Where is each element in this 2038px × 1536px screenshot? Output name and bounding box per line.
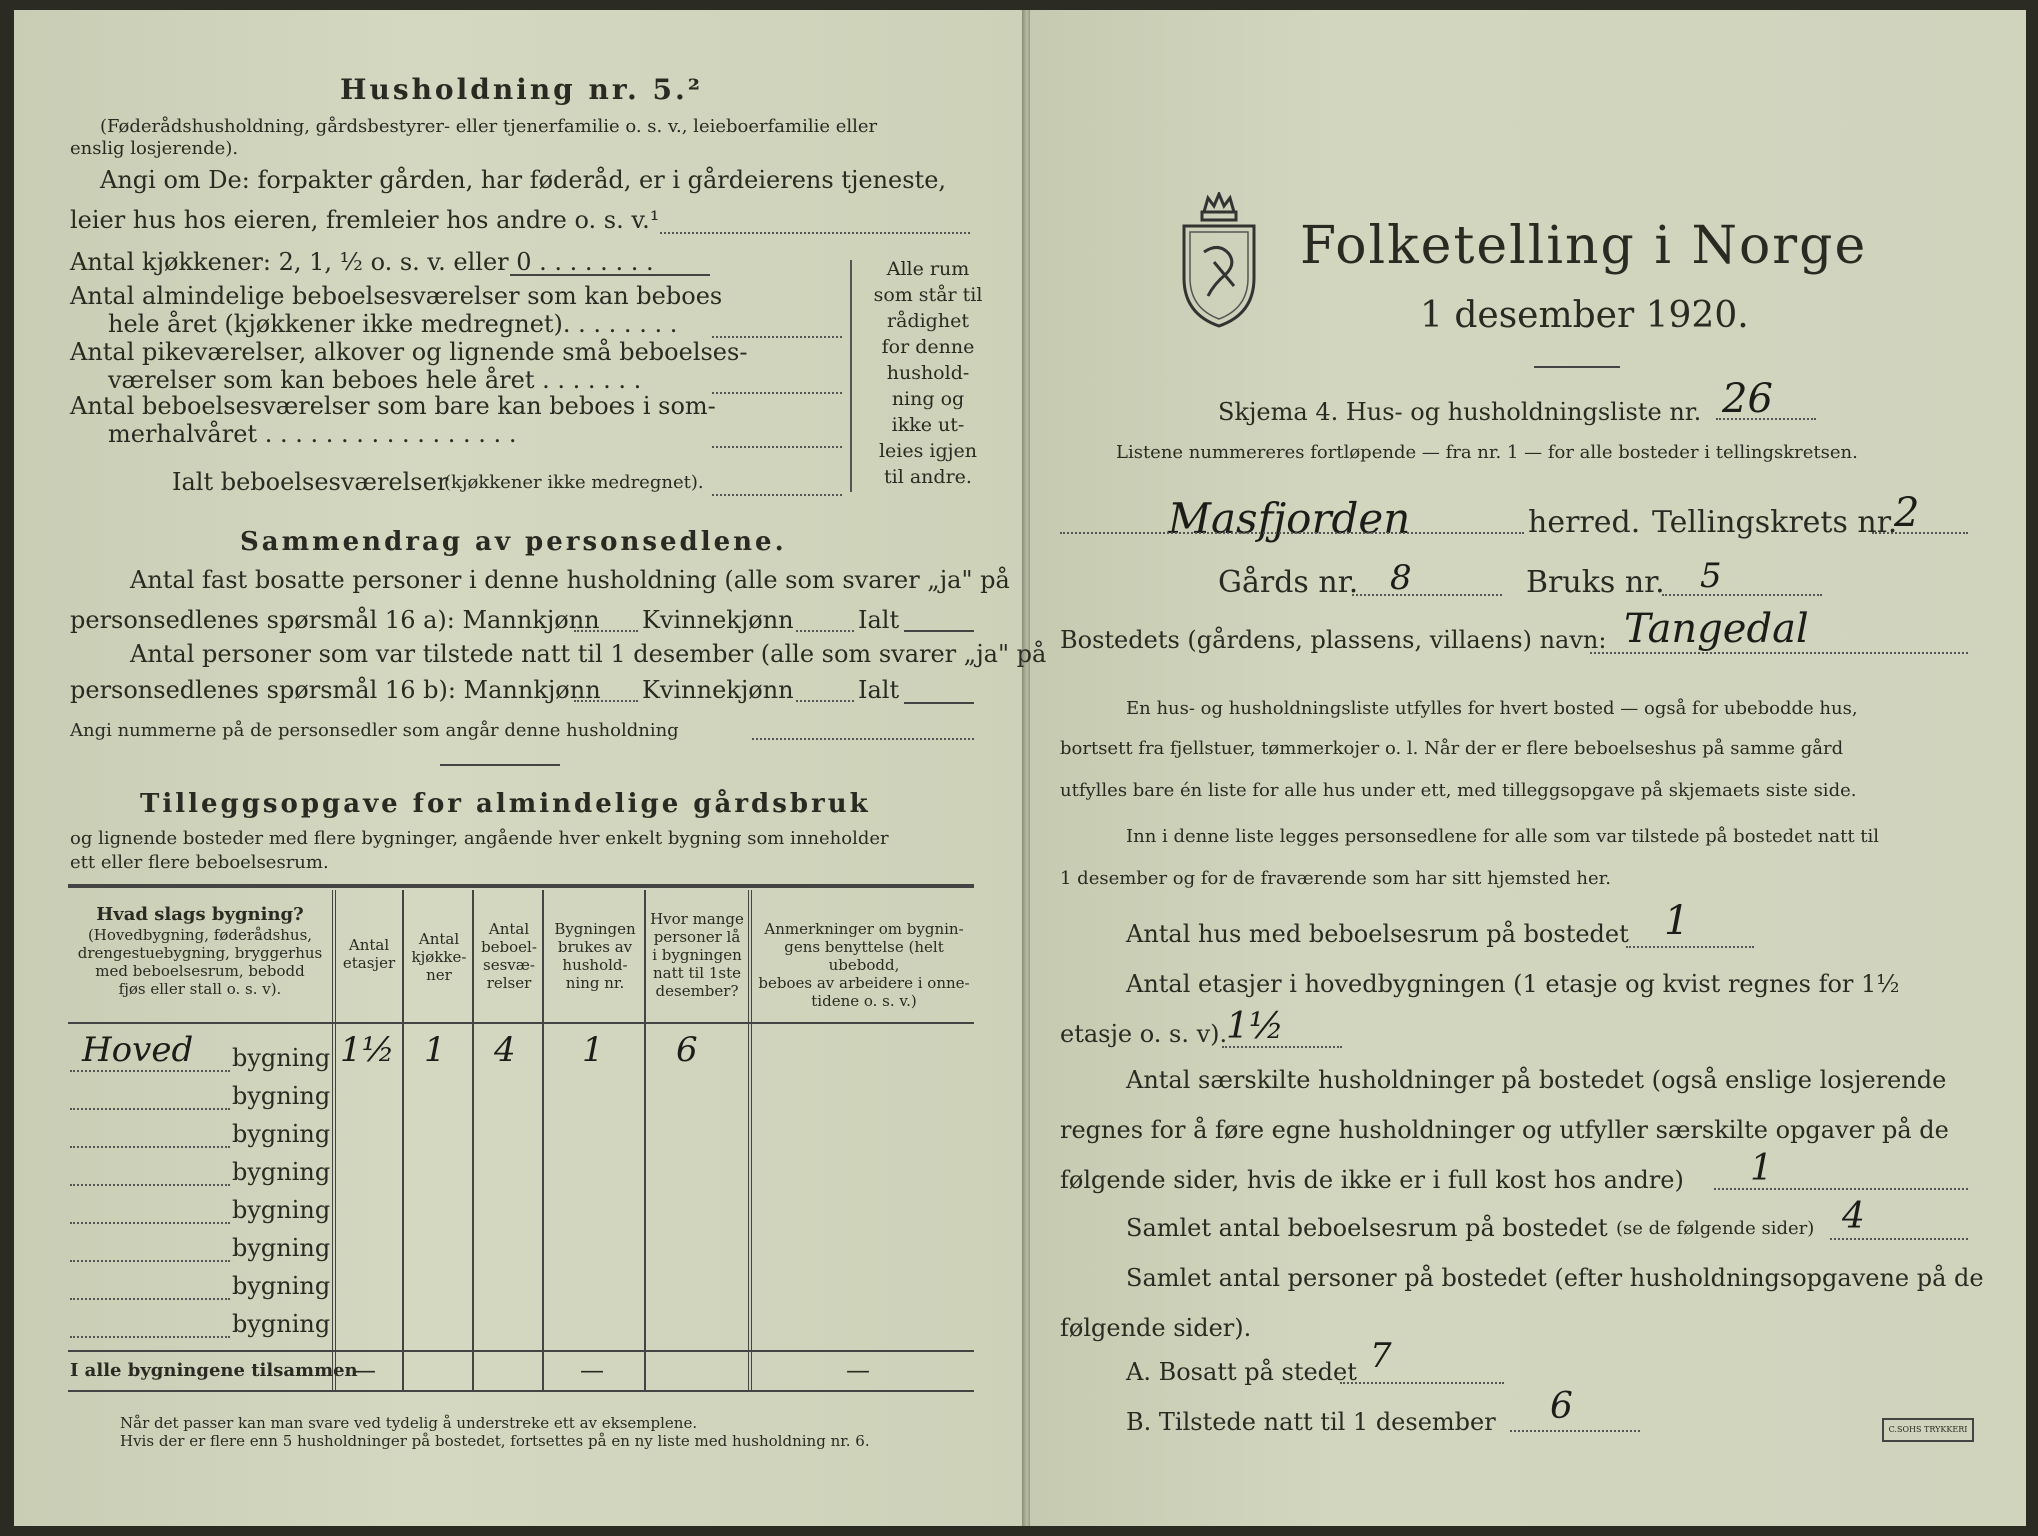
rooms-ordinary: Antal almindelige beboelsesværelser som kan beboes <box>70 282 723 310</box>
extra-line-1: og lignende bosteder med flere bygninger, angående hver enkelt bygning som inneholder <box>70 828 889 849</box>
summary-2b: personsedlenes spørsmål 16 b): Mannkjønn <box>70 676 601 704</box>
listene-note: Listene nummereres fortløpende — fra nr. 1 — for alle bosteder i tellingskretsen. <box>1116 442 1858 463</box>
s2-kvinne: Kvinnekjønn <box>642 676 794 704</box>
angi-line-1: Angi om De: forpakter gården, har føderåd, er i gårdeierens tjeneste, <box>100 166 947 194</box>
bosted-value: Tangedal <box>1624 606 1809 652</box>
angi-nummerne: Angi nummerne på de personsedler som angår denne husholdning <box>70 720 679 741</box>
rooms-summer: Antal beboelsesværelser som bare kan beboes i som- <box>70 392 716 420</box>
gards-value: 8 <box>1390 558 1412 598</box>
total-anm-dash: — <box>846 1356 870 1384</box>
angi-nummerne-line <box>752 738 974 740</box>
q3-value: 1 <box>1750 1148 1773 1189</box>
herred-value: Masfjorden <box>1168 494 1411 543</box>
table-total-label: I alle bygningene tilsammen <box>70 1360 358 1381</box>
ialt-answer-line <box>712 494 842 496</box>
q2-line <box>1222 1046 1342 1048</box>
q1-line <box>1626 946 1754 948</box>
bruks-label: Bruks nr. <box>1526 565 1665 600</box>
household-heading: Husholdning nr. 5.² <box>340 73 704 106</box>
qb-line <box>1510 1430 1640 1432</box>
table-header-husholdning: Bygningen brukes av hushold- ning nr. <box>554 920 636 992</box>
gards-label: Gårds nr. <box>1218 565 1359 600</box>
s2-kvinne-line <box>796 700 854 702</box>
q3-line <box>1714 1188 1968 1190</box>
side-note: Alle rum som står til rådighet for denne hushold- ning og ikke ut- leies igjen til andre. <box>873 258 983 488</box>
row-label-1: bygning <box>232 1044 331 1072</box>
table-header-type: Hvad slags bygning? (Hovedbygning, føderådshus, drengestuebygning, bryggerhus med beboelsesrum, bebodd fjøs eller stall o. s. v). <box>77 904 323 998</box>
extra-line-2: ett eller flere beboelsesrum. <box>70 852 329 873</box>
bruks-line <box>1662 594 1822 596</box>
table-header-etasjer: Antal etasjer <box>342 936 396 972</box>
gards-line <box>1352 594 1502 596</box>
angi-line-2: leier hus hos eieren, fremleier hos andre o. s. v.¹ <box>70 206 660 234</box>
table-header-kjokken: Antal kjøkke- ner <box>411 930 467 984</box>
q5-label-b: følgende sider). <box>1060 1314 1252 1342</box>
s2-ialt-line <box>904 702 974 704</box>
s1-ialt: Ialt <box>858 606 900 634</box>
s1-mann-line <box>574 630 638 632</box>
qa-line <box>1340 1382 1504 1384</box>
skjema-label: Skjema 4. Hus- og husholdningsliste nr. <box>1218 398 1702 426</box>
herred-line <box>1060 532 1524 534</box>
row-line-7 <box>70 1298 230 1300</box>
ordinary-answer-line <box>712 336 842 338</box>
q4-value: 4 <box>1842 1196 1865 1237</box>
title-divider <box>1534 366 1620 368</box>
row-line-4 <box>70 1184 230 1186</box>
norwegian-coat-of-arms-icon <box>1174 192 1264 332</box>
footnote-1: Når det passer kan man svare ved tydelig å understreke ett av eksemplene. <box>120 1414 698 1432</box>
table-col-divider-3 <box>542 890 544 1390</box>
para-5: 1 desember og for de fraværende som har sitt hjemsted her. <box>1060 868 1611 889</box>
s1-kvinne-line <box>796 630 854 632</box>
table-header-anmerkninger: Anmerkninger om bygnin- gens benyttelse (helt ubebodd, beboes av arbeidere i onne- tidene o. s. v.) <box>758 920 970 1010</box>
intro-line-1: (Føderådshusholdning, gårdsbestyrer- eller tjenerfamilie o. s. v., leieboerfamilie eller <box>100 116 878 137</box>
qa-label: A. Bosatt på stedet <box>1126 1358 1357 1386</box>
table-total-rule <box>68 1350 974 1352</box>
s2-ialt: Ialt <box>858 676 900 704</box>
row-line-8 <box>70 1336 230 1338</box>
s2-mann-line <box>574 700 638 702</box>
bruks-value: 5 <box>1700 556 1722 596</box>
total-etasjer-dash: — <box>352 1356 376 1384</box>
row-label-5: bygning <box>232 1196 331 1224</box>
ialt-rooms-note: (kjøkkener ikke medregnet). <box>444 472 704 493</box>
row-line-2 <box>70 1108 230 1110</box>
row-label-2: bygning <box>232 1082 331 1110</box>
intro-line-2: enslig losjerende). <box>70 138 239 159</box>
rooms-ordinary-cont: hele året (kjøkkener ikke medregnet). . . . . . . . <box>108 310 678 338</box>
total-hush-dash: — <box>580 1356 604 1384</box>
row-label-6: bygning <box>232 1234 331 1262</box>
summer-answer-line <box>712 446 842 448</box>
summary-1a: Antal fast bosatte personer i denne husholdning (alle som svarer „ja" på <box>130 566 1010 594</box>
kitchens-answer-line <box>510 274 710 276</box>
qb-label: B. Tilstede natt til 1 desember <box>1126 1408 1496 1436</box>
row1-etasjer: 1½ <box>340 1030 395 1070</box>
q2-value: 1½ <box>1226 1006 1284 1047</box>
table-header-personer: Hvor mange personer lå i bygningen natt til 1ste desember? <box>650 910 744 1000</box>
row-line-6 <box>70 1260 230 1262</box>
row-label-4: bygning <box>232 1158 331 1186</box>
rooms-summer-cont: merhalvåret . . . . . . . . . . . . . . . . . <box>108 420 517 448</box>
bosted-line <box>1590 652 1968 654</box>
skjema-line <box>1716 418 1816 420</box>
rooms-kitchens: Antal kjøkkener: 2, 1, ½ o. s. v. eller 0 . . . . . . . . <box>70 248 654 276</box>
para-1: En hus- og husholdningsliste utfylles for hvert bosted — også for ubebodde hus, <box>1126 698 1858 719</box>
summary-1b: personsedlenes spørsmål 16 a): Mannkjønn <box>70 606 600 634</box>
census-title: Folketelling i Norge <box>1300 216 1868 276</box>
rooms-small: Antal pikeværelser, alkover og lignende små beboelses- <box>70 338 748 366</box>
row-line-5 <box>70 1222 230 1224</box>
row-line-3 <box>70 1146 230 1148</box>
s1-ialt-line <box>904 630 974 632</box>
table-top-rule <box>68 884 974 888</box>
krets-value: 2 <box>1894 490 1920 536</box>
table-col-divider-5 <box>748 890 752 1390</box>
q3-label-a: Antal særskilte husholdninger på bostedet (også enslige losjerende <box>1126 1066 1947 1094</box>
bosted-label: Bostedets (gårdens, plassens, villaens) navn: <box>1060 626 1607 654</box>
para-3: utfylles bare én liste for alle hus under ett, med tilleggsopgave på skjemaets siste side. <box>1060 780 1857 801</box>
row1-vaerelser: 4 <box>494 1030 516 1070</box>
row-label-3: bygning <box>232 1120 331 1148</box>
krets-label: Tellingskrets nr. <box>1652 505 1898 540</box>
q1-label: Antal hus med beboelsesrum på bostedet <box>1126 920 1629 948</box>
qb-value: 6 <box>1550 1386 1573 1427</box>
q5-label-a: Samlet antal personer på bostedet (efter husholdningsopgavene på de <box>1126 1264 1984 1292</box>
census-date: 1 desember 1920. <box>1420 295 1749 336</box>
summary-2a: Antal personer som var tilstede natt til 1 desember (alle som svarer „ja" på <box>130 640 1047 668</box>
skjema-number: 26 <box>1722 376 1773 422</box>
q4-label: Samlet antal beboelsesrum på bostedet <box>1126 1214 1608 1242</box>
side-note-brace <box>850 260 852 492</box>
row1-type-handwritten: Hoved <box>82 1030 194 1070</box>
s1-kvinne: Kvinnekjønn <box>642 606 794 634</box>
table-col-divider-2 <box>472 890 474 1390</box>
row-label-7: bygning <box>232 1272 331 1300</box>
row-label-8: bygning <box>232 1310 331 1338</box>
q4-line <box>1830 1238 1968 1240</box>
q1-value: 1 <box>1664 898 1690 944</box>
small-answer-line <box>712 392 842 394</box>
qa-value: 7 <box>1370 1336 1392 1376</box>
table-col-divider-1 <box>402 890 404 1390</box>
table-header-rule <box>68 1022 974 1024</box>
extra-heading: Tilleggsopgave for almindelige gårdsbruk <box>140 789 871 819</box>
q2-label-a: Antal etasjer i hovedbygningen (1 etasje og kvist regnes for 1½ <box>1126 970 1900 998</box>
row-line-1 <box>70 1070 230 1072</box>
angi-answer-line <box>660 232 970 234</box>
footnote-2: Hvis der er flere enn 5 husholdninger på bostedet, fortsettes på en ny liste med husholdning nr. 6. <box>120 1432 870 1450</box>
krets-line <box>1872 532 1968 534</box>
q4-note: (se de følgende sider) <box>1616 1218 1815 1239</box>
summary-heading: Sammendrag av personsedlene. <box>240 527 787 557</box>
herred-label: herred. <box>1528 505 1641 540</box>
row1-husholdning: 1 <box>582 1030 604 1070</box>
table-header-vaerelser: Antal beboel- sesvæ- relser <box>481 920 537 992</box>
row1-personer: 6 <box>676 1030 698 1070</box>
table-bottom-rule <box>68 1390 974 1392</box>
printer-stamp: C.SOHS TRYKKERI <box>1882 1418 1974 1442</box>
summary-divider <box>440 764 560 766</box>
q2-label-b: etasje o. s. v). <box>1060 1020 1228 1048</box>
q3-label-c: følgende sider, hvis de ikke er i full kost hos andre) <box>1060 1166 1684 1194</box>
row1-kjokken: 1 <box>424 1030 446 1070</box>
ialt-rooms: Ialt beboelsesværelser <box>172 468 449 496</box>
rooms-small-cont: værelser som kan beboes hele året . . . . . . . <box>108 366 642 394</box>
q3-label-b: regnes for å føre egne husholdninger og utfyller særskilte opgaver på de <box>1060 1116 1949 1144</box>
para-4: Inn i denne liste legges personsedlene for alle som var tilstede på bostedet natt til <box>1126 826 1880 847</box>
para-2: bortsett fra fjellstuer, tømmerkojer o. l. Når der er flere beboelseshus på samme gård <box>1060 738 1844 759</box>
